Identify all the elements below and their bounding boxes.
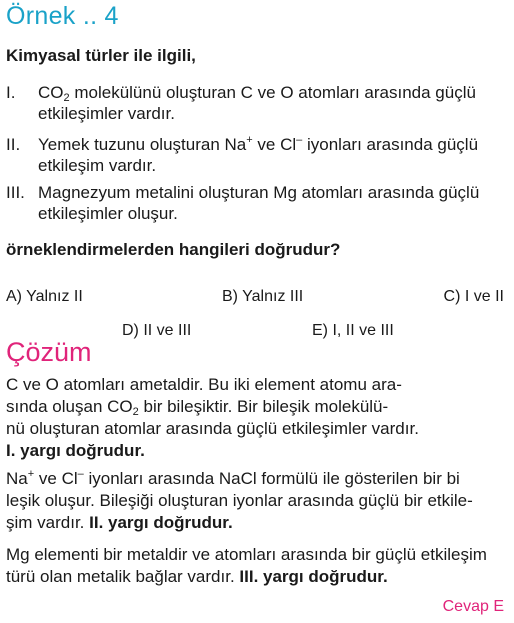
solution-line [6,468,506,490]
statement-text-line2: etkileşim vardır. [38,156,157,175]
solution-title: Çözüm [6,337,92,367]
question-prompt: örneklendirmelerden hangileri doğrudur? [6,240,341,259]
statement-text: Yemek tuzunu oluşturan Na [38,135,247,154]
option-c[interactable]: C) I ve II [443,288,504,305]
solution-line [6,396,506,418]
option-e[interactable]: E) I, II ve III [312,322,394,339]
statement-text: ve Cl [252,135,297,154]
option-b[interactable]: B) Yalnız III [222,288,304,305]
answer-label: Cevap E [442,598,504,615]
solution-text: türü olan metalik bağlar vardır. [6,567,240,586]
solution-line: Mg elementi bir metaldir ve atomları arasında bir güçlü etkileşim [6,545,487,564]
statement-text: CO [38,83,64,102]
solution-text: bir bileşiktir. Bir bileşik molekülü- [138,397,389,416]
statement-text: iyonları arasında güçlü [302,135,479,154]
statement-ii [6,134,506,175]
option-a[interactable]: A) Yalnız II [6,288,83,305]
statement-number: III. [6,183,25,202]
superscript: + [246,134,253,146]
example-title: Örnek .. 4 [6,2,119,30]
solution-text: Na [6,469,28,488]
verdict-text: III. yargı doğrudur. [239,567,388,586]
statement-text: Magnezyum metalini oluşturan Mg atomları arasında güçlü [38,183,480,202]
solution-text: şim vardır. [6,513,90,532]
verdict-text: II. yargı doğrudur. [89,513,233,532]
statement-text-line2: etkileşimler vardır. [38,104,175,123]
solution-text: ve Cl [34,469,78,488]
question-intro: Kimyasal türler ile ilgili, [6,46,196,65]
solution-text: sında oluşan CO [6,397,133,416]
statement-iii [6,182,506,223]
verdict-text: I. yargı doğrudur. [6,441,145,460]
statement-number: I. [6,83,16,102]
solution-paragraph-3 [6,544,506,588]
statement-number: II. [6,135,21,154]
solution-line [6,512,506,534]
solution-paragraph-1 [6,374,506,462]
statement-i [6,82,506,123]
option-d[interactable]: D) II ve III [122,322,192,339]
solution-line: leşik oluşur. Bileşiği oluşturan iyonlar arasında güçlü bir etkile- [6,491,473,510]
superscript: + [27,468,35,480]
superscript: – [296,134,303,146]
solution-text: iyonları arasında NaCl formülü ile gösterilen bir bi [83,469,460,488]
subscript: 2 [132,406,139,418]
solution-paragraph-2 [6,468,506,534]
statement-text-line2: etkileşimler oluşur. [38,204,178,223]
solution-line [6,566,506,588]
superscript: – [77,468,84,480]
solution-line: nü oluşturan atomlar arasında güçlü etkileşimler vardır. [6,419,419,438]
statement-text: molekülünü oluşturan C ve O atomları arasında güçlü [69,83,476,102]
solution-line: C ve O atomları ametaldir. Bu iki element atomu ara- [6,375,402,394]
subscript: 2 [63,92,70,104]
